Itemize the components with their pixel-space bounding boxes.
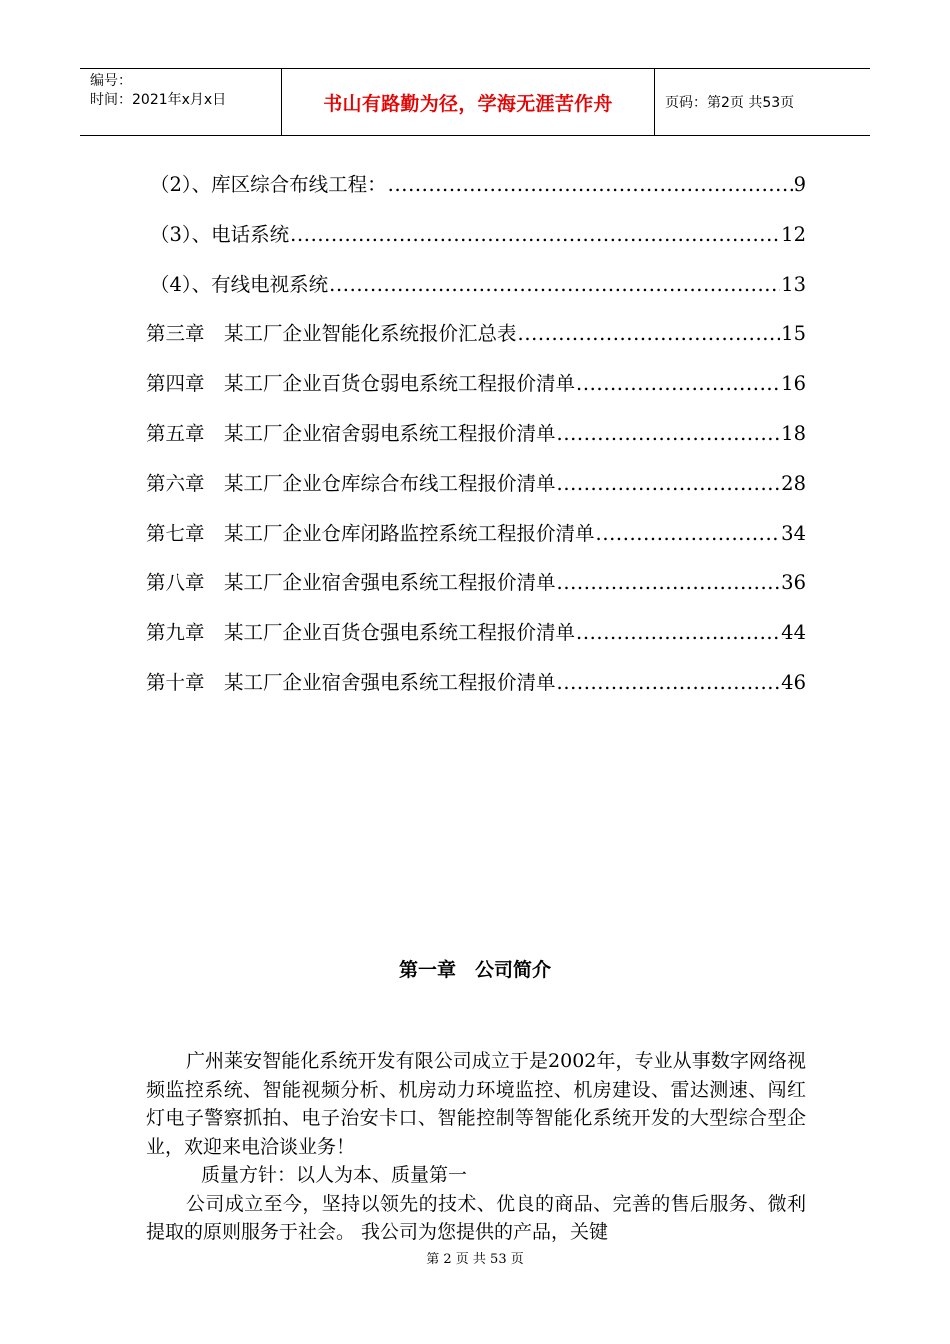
quality-policy-paragraph: 质量方针：以人为本、质量第一 — [201, 1164, 468, 1186]
toc-entry-title: 第六章 某工厂企业仓库综合布线工程报价清单 — [146, 471, 556, 495]
document-time: 时间：2021年x月x日 — [90, 92, 227, 108]
toc-entry-title: （3）、电话系统 — [150, 222, 290, 246]
toc-dot-leader — [576, 367, 780, 401]
toc-entry-title: 第三章 某工厂企业智能化系统报价汇总表 — [146, 322, 517, 346]
toc-entry[interactable] — [146, 417, 806, 467]
toc-entry-page: 34 — [781, 521, 806, 545]
toc-entry-title: 第四章 某工厂企业百货仓弱电系统工程报价清单 — [146, 372, 576, 396]
toc-entry-page: 36 — [781, 571, 806, 595]
toc-entry[interactable] — [146, 268, 806, 318]
intro-paragraph: 广州莱安智能化系统开发有限公司成立于是2002年，专业从事数字网络视频监控系统、智能视频分析、机房动力环境监控、机房建设、雷达测速、闯红灯电子警察抓拍、电子治安卡口、智能控制等智能化系统开发的大型综合型企业，欢迎来电洽谈业务！ — [146, 1050, 806, 1158]
toc-dot-leader — [576, 616, 780, 650]
toc-entry-title: （4）、有线电视系统 — [150, 272, 329, 296]
page-footer: 第 2 页 共 53 页 — [426, 1252, 524, 1267]
toc-dot-leader — [557, 417, 781, 451]
toc-entry-title: （2）、库区综合布线工程： — [150, 173, 387, 196]
toc-entry[interactable] — [146, 616, 806, 666]
toc-entry-page: 16 — [781, 372, 806, 396]
toc-entry-title: 第七章 某工厂企业仓库闭路监控系统工程报价清单 — [146, 521, 595, 545]
document-number-label: 编号： — [90, 73, 132, 89]
table-of-contents — [146, 168, 806, 716]
toc-entry-title: 第十章 某工厂企业宿舍强电系统工程报价清单 — [146, 670, 556, 694]
toc-entry-page: 15 — [781, 322, 806, 346]
toc-dot-leader — [518, 317, 781, 351]
toc-dot-leader — [557, 467, 781, 501]
toc-dot-leader — [596, 517, 781, 551]
toc-entry-page: 28 — [781, 471, 806, 495]
header-page-info: 页码：第2页 共53页 — [665, 95, 795, 111]
toc-entry[interactable] — [146, 367, 806, 417]
header-motto: 书山有路勤为径，学海无涯苦作舟 — [282, 69, 655, 135]
toc-entry[interactable] — [146, 467, 806, 517]
toc-entry-title: 第五章 某工厂企业宿舍弱电系统工程报价清单 — [146, 421, 556, 445]
toc-dot-leader — [557, 666, 781, 700]
page-header — [80, 68, 870, 136]
toc-entry-page: 18 — [781, 421, 806, 445]
toc-entry[interactable] — [146, 168, 806, 218]
toc-entry-page: 44 — [781, 621, 806, 645]
toc-entry[interactable] — [146, 218, 806, 268]
toc-entry-page: 46 — [781, 670, 806, 694]
service-paragraph: 公司成立至今，坚持以领先的技术、优良的商品、完善的售后服务、微利提取的原则服务于社会。 我公司为您提供的产品，关键 — [146, 1192, 806, 1243]
toc-entry-page: 12 — [781, 222, 806, 246]
body-text — [146, 1047, 806, 1247]
chapter-heading: 第一章 公司简介 — [398, 959, 551, 981]
toc-entry-title: 第八章 某工厂企业宿舍强电系统工程报价清单 — [146, 571, 556, 595]
toc-entry[interactable] — [146, 317, 806, 367]
toc-dot-leader — [290, 218, 780, 252]
header-meta — [80, 69, 282, 135]
toc-entry-page: 9 — [793, 173, 806, 196]
toc-dot-leader — [329, 268, 780, 302]
toc-entry[interactable] — [146, 566, 806, 616]
toc-entry-title: 第九章 某工厂企业百货仓强电系统工程报价清单 — [146, 621, 576, 645]
toc-dot-leader — [388, 168, 793, 202]
toc-entry[interactable] — [146, 666, 806, 716]
toc-dot-leader — [557, 566, 781, 600]
toc-entry-page: 13 — [781, 272, 806, 296]
toc-entry[interactable] — [146, 517, 806, 567]
